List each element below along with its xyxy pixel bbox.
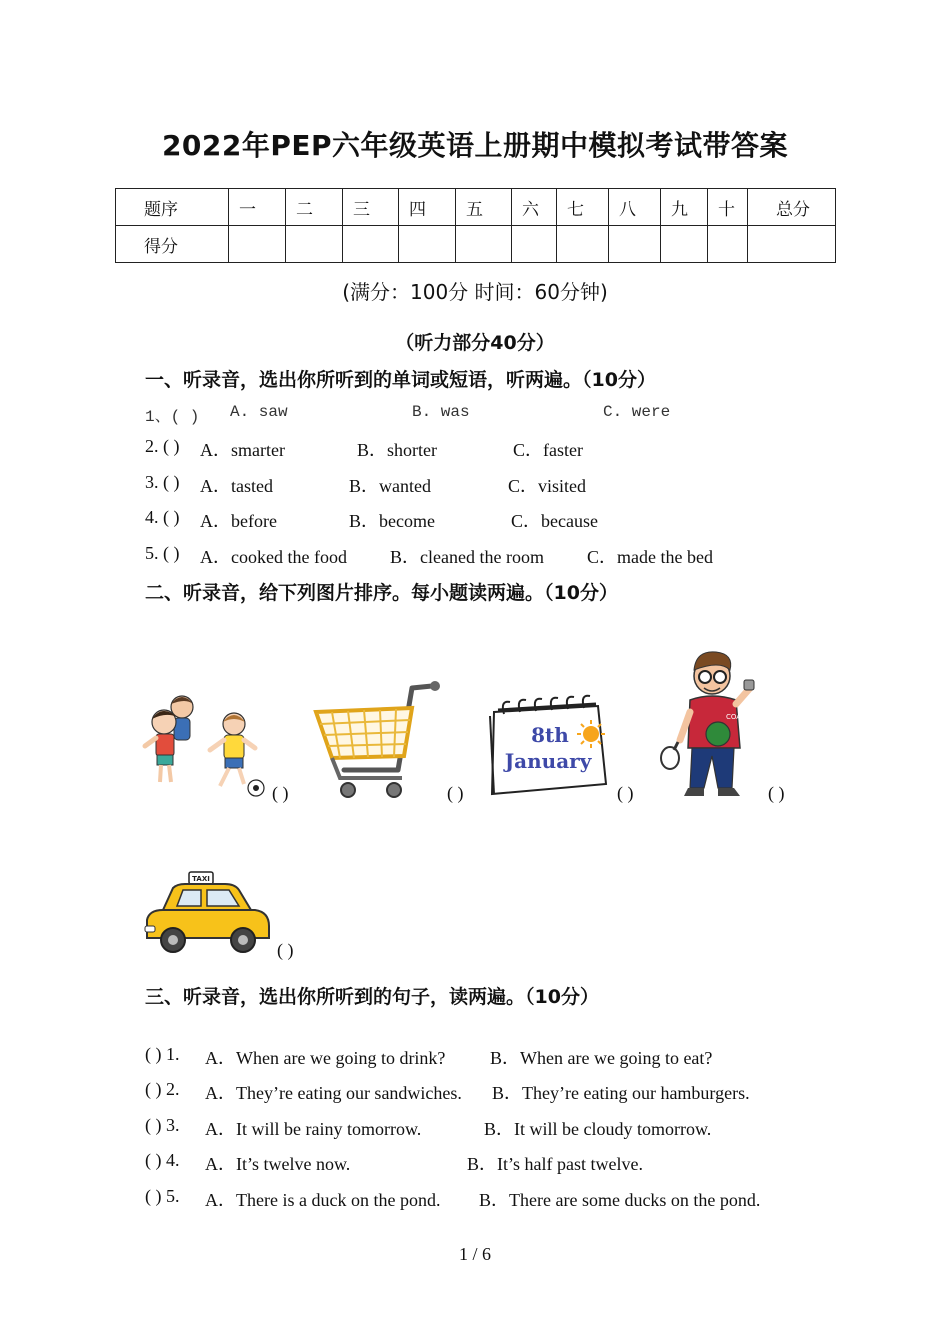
score-cell[interactable] [708, 226, 748, 263]
option-c: C．visited [508, 476, 587, 496]
question-number: 1、( ) [145, 408, 200, 426]
score-cell[interactable] [229, 226, 286, 263]
taxi-icon [143, 870, 273, 958]
section3-heading: 三、听录音，选出你所听到的句子，读两遍。（10分） [145, 986, 599, 1008]
answer-paren[interactable]: ( ) [447, 783, 464, 803]
question-number: ( ) 5. [145, 1186, 180, 1206]
option-b: B．There are some ducks on the pond. [479, 1190, 761, 1210]
question-number: ( ) 3. [145, 1115, 180, 1135]
option-c: C．because [511, 511, 598, 531]
score-cell[interactable] [286, 226, 343, 263]
option-b: B．When are we going to eat? [490, 1048, 713, 1068]
table-cell: 四 [399, 189, 456, 226]
option-a: A．tasted [200, 476, 273, 496]
option-b: B. was [412, 403, 470, 421]
listening-header: （听力部分40分） [395, 332, 555, 354]
question-number: 4. ( ) [145, 507, 180, 527]
table-cell: 二 [286, 189, 343, 226]
question-number: 5. ( ) [145, 543, 180, 563]
table-cell: 六 [512, 189, 557, 226]
option-a: A. saw [230, 403, 288, 421]
option-b: B．wanted [349, 476, 431, 496]
answer-paren[interactable]: ( ) [272, 783, 289, 803]
option-a: A．smarter [200, 440, 285, 460]
score-cell[interactable] [748, 226, 836, 263]
score-cell[interactable] [456, 226, 512, 263]
full-mark-note: (满分：100分 时间：60分钟) [342, 280, 608, 304]
question-number: ( ) 2. [145, 1079, 180, 1099]
score-cell[interactable] [661, 226, 708, 263]
option-c: C．faster [513, 440, 583, 460]
answer-paren[interactable]: ( ) [617, 783, 634, 803]
score-cell[interactable] [609, 226, 661, 263]
option-a: A．They’re eating our sandwiches. [205, 1083, 462, 1103]
page-title: 2022年PEP六年级英语上册期中模拟考试带答案 [161, 129, 789, 162]
table-cell: 七 [557, 189, 609, 226]
answer-paren[interactable]: ( ) [768, 783, 785, 803]
option-a: A．It will be rainy tomorrow. [205, 1119, 422, 1139]
option-b: B．It will be cloudy tomorrow. [484, 1119, 712, 1139]
table-cell: 十 [708, 189, 748, 226]
table-cell: 三 [343, 189, 399, 226]
score-table-score-row [116, 226, 836, 263]
score-cell[interactable] [557, 226, 609, 263]
question-number: 2. ( ) [145, 436, 180, 456]
option-c: C．made the bed [587, 547, 713, 567]
section1-heading: 一、听录音，选出你所听到的单词或短语，听两遍。（10分） [145, 369, 656, 391]
option-b: B．shorter [357, 440, 437, 460]
answer-paren[interactable]: ( ) [277, 940, 294, 960]
score-cell[interactable] [399, 226, 456, 263]
question-number: ( ) 1. [145, 1044, 180, 1064]
question-number: 3. ( ) [145, 472, 180, 492]
option-b: B．They’re eating our hamburgers. [492, 1083, 750, 1103]
option-a: A．There is a duck on the pond. [205, 1190, 441, 1210]
section2-heading: 二、听录音，给下列图片排序。每小题读两遍。（10分） [145, 582, 618, 604]
table-cell: 题序 [116, 189, 229, 226]
calendar-icon [488, 694, 610, 800]
option-a: A．before [200, 511, 277, 531]
option-b: B．cleaned the room [390, 547, 544, 567]
option-c: C. were [603, 403, 671, 421]
option-a: A．cooked the food [200, 547, 347, 567]
option-b: B．become [349, 511, 435, 531]
question-number: ( ) 4. [145, 1150, 180, 1170]
score-table-header-row [116, 189, 836, 226]
score-cell[interactable] [512, 226, 557, 263]
option-a: A．It’s twelve now. [205, 1154, 351, 1174]
calendar-month: January [504, 749, 592, 773]
option-a: A．When are we going to drink? [205, 1048, 446, 1068]
coach-shirt-label: COACH [726, 713, 752, 721]
page-number: 1 / 6 [458, 1244, 491, 1264]
table-cell: 八 [609, 189, 661, 226]
shopping-cart-icon [312, 678, 444, 802]
score-cell[interactable] [343, 226, 399, 263]
score-table [115, 188, 836, 263]
children-playing-football-icon [140, 692, 260, 800]
coach-with-racket-icon [660, 648, 766, 802]
table-cell: 总分 [748, 189, 836, 226]
taxi-sign-label: TAXI [192, 875, 210, 883]
table-cell: 九 [661, 189, 708, 226]
calendar-day: 8th [531, 723, 569, 747]
option-b: B．It’s half past twelve. [467, 1154, 643, 1174]
table-cell: 一 [229, 189, 286, 226]
table-cell: 得分 [116, 226, 229, 263]
table-cell: 五 [456, 189, 512, 226]
